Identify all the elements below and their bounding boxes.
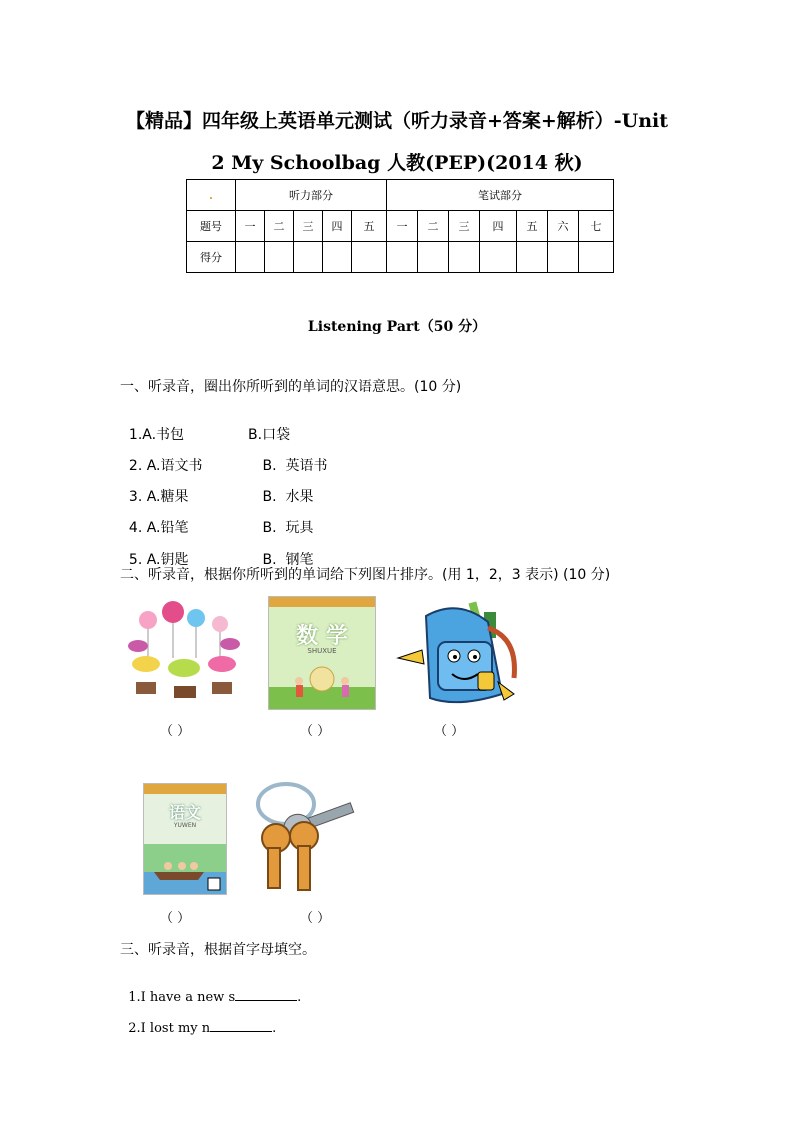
chinese-book-picture — [143, 783, 227, 895]
score-cell[interactable] — [449, 242, 480, 273]
chinese-book-title: 语文 — [168, 803, 201, 822]
q3-heading: 三、听录音，根据首字母填空。 — [120, 942, 316, 958]
answer-paren[interactable]: （ ） — [160, 724, 191, 739]
option-b[interactable]: B. 英语书 — [262, 458, 328, 474]
score-cell[interactable] — [236, 242, 265, 273]
schoolbag-icon — [392, 598, 526, 708]
keys-picture — [246, 778, 358, 896]
score-cell[interactable] — [579, 242, 614, 273]
listening-header: 听力部分 — [236, 180, 387, 211]
schoolbag-picture — [392, 598, 526, 708]
table-corner-cell — [187, 180, 236, 211]
sentence-prefix: 2.I lost my n — [128, 1021, 211, 1036]
candy-icon — [118, 598, 250, 708]
chinese-book-pinyin: YUWEN — [173, 822, 197, 829]
written-number: 七 — [579, 211, 614, 242]
written-number: 四 — [480, 211, 517, 242]
option-b[interactable]: B. 玩具 — [262, 520, 314, 536]
listening-number: 三 — [294, 211, 323, 242]
q1-heading: 一、听录音，圈出你所听到的单词的汉语意思。(10 分) — [120, 379, 462, 395]
option-a[interactable]: A.语文书 — [146, 458, 203, 474]
written-number: 三 — [449, 211, 480, 242]
boat-scene-icon — [144, 834, 226, 894]
sentence-suffix: . — [272, 1021, 277, 1036]
option-a[interactable]: A.糖果 — [146, 489, 189, 505]
item-number: 2. — [128, 458, 143, 474]
option-b[interactable]: B. 钢笔 — [262, 552, 314, 568]
score-cell[interactable] — [548, 242, 579, 273]
keys-icon — [246, 778, 358, 896]
score-cell[interactable] — [294, 242, 323, 273]
answer-paren[interactable]: （ ） — [300, 724, 331, 739]
option-a[interactable]: A.铅笔 — [146, 520, 189, 536]
written-number: 二 — [418, 211, 449, 242]
written-number: 六 — [548, 211, 579, 242]
math-book-picture — [268, 596, 376, 710]
score-table — [186, 179, 614, 273]
document-title-line-1: 【精品】四年级上英语单元测试（听力录音+答案+解析）-Unit — [125, 110, 669, 132]
option-a[interactable]: A.书包 — [142, 427, 185, 443]
option-a[interactable]: A.钥匙 — [146, 552, 189, 568]
document-title-line-2: 2 My Schoolbag 人教(PEP)(2014 秋) — [211, 152, 583, 174]
children-playing-icon — [269, 659, 375, 709]
answer-paren[interactable]: （ ） — [160, 911, 191, 926]
score-cell[interactable] — [265, 242, 294, 273]
listening-part-heading: Listening Part（50 分） — [307, 319, 487, 335]
row-number-label: 题号 — [187, 211, 236, 242]
option-b[interactable]: B. 水果 — [262, 489, 314, 505]
score-cell[interactable] — [418, 242, 449, 273]
corner-mark: . — [208, 183, 214, 203]
book-banner — [269, 597, 375, 607]
written-header: 笔试部分 — [387, 180, 614, 211]
option-b[interactable]: B.口袋 — [248, 427, 291, 443]
q3-item — [120, 971, 301, 1005]
item-number: 4. — [128, 520, 143, 536]
written-number: 一 — [387, 211, 418, 242]
listening-number: 四 — [323, 211, 352, 242]
listening-number: 二 — [265, 211, 294, 242]
score-cell[interactable] — [323, 242, 352, 273]
score-cell[interactable] — [387, 242, 418, 273]
item-number: 5. — [128, 552, 143, 568]
answer-paren[interactable]: （ ） — [434, 724, 465, 739]
math-book-pinyin: SHUXUE — [307, 647, 337, 655]
sentence-prefix: 1.I have a new s — [128, 990, 236, 1005]
answer-paren[interactable]: （ ） — [300, 911, 331, 926]
q1-item — [120, 501, 313, 537]
score-cell[interactable] — [517, 242, 548, 273]
q2-heading: 二、听录音，根据你所听到的单词给下列图片排序。(用 1，2，3 表示) (10 分) — [120, 567, 611, 583]
listening-number: 一 — [236, 211, 265, 242]
written-number: 五 — [517, 211, 548, 242]
score-cell[interactable] — [480, 242, 517, 273]
item-number: 3. — [128, 489, 143, 505]
listening-number: 五 — [352, 211, 387, 242]
item-number: 1. — [128, 427, 143, 443]
candy-picture — [118, 598, 250, 708]
q3-item — [120, 1002, 276, 1036]
math-book-title: 数 学 — [296, 623, 348, 649]
answer-blank[interactable] — [235, 986, 297, 1001]
answer-blank[interactable] — [210, 1017, 272, 1032]
row-score-label: 得分 — [187, 242, 236, 273]
score-cell[interactable] — [352, 242, 387, 273]
sentence-suffix: . — [297, 990, 302, 1005]
book-banner — [144, 784, 226, 794]
